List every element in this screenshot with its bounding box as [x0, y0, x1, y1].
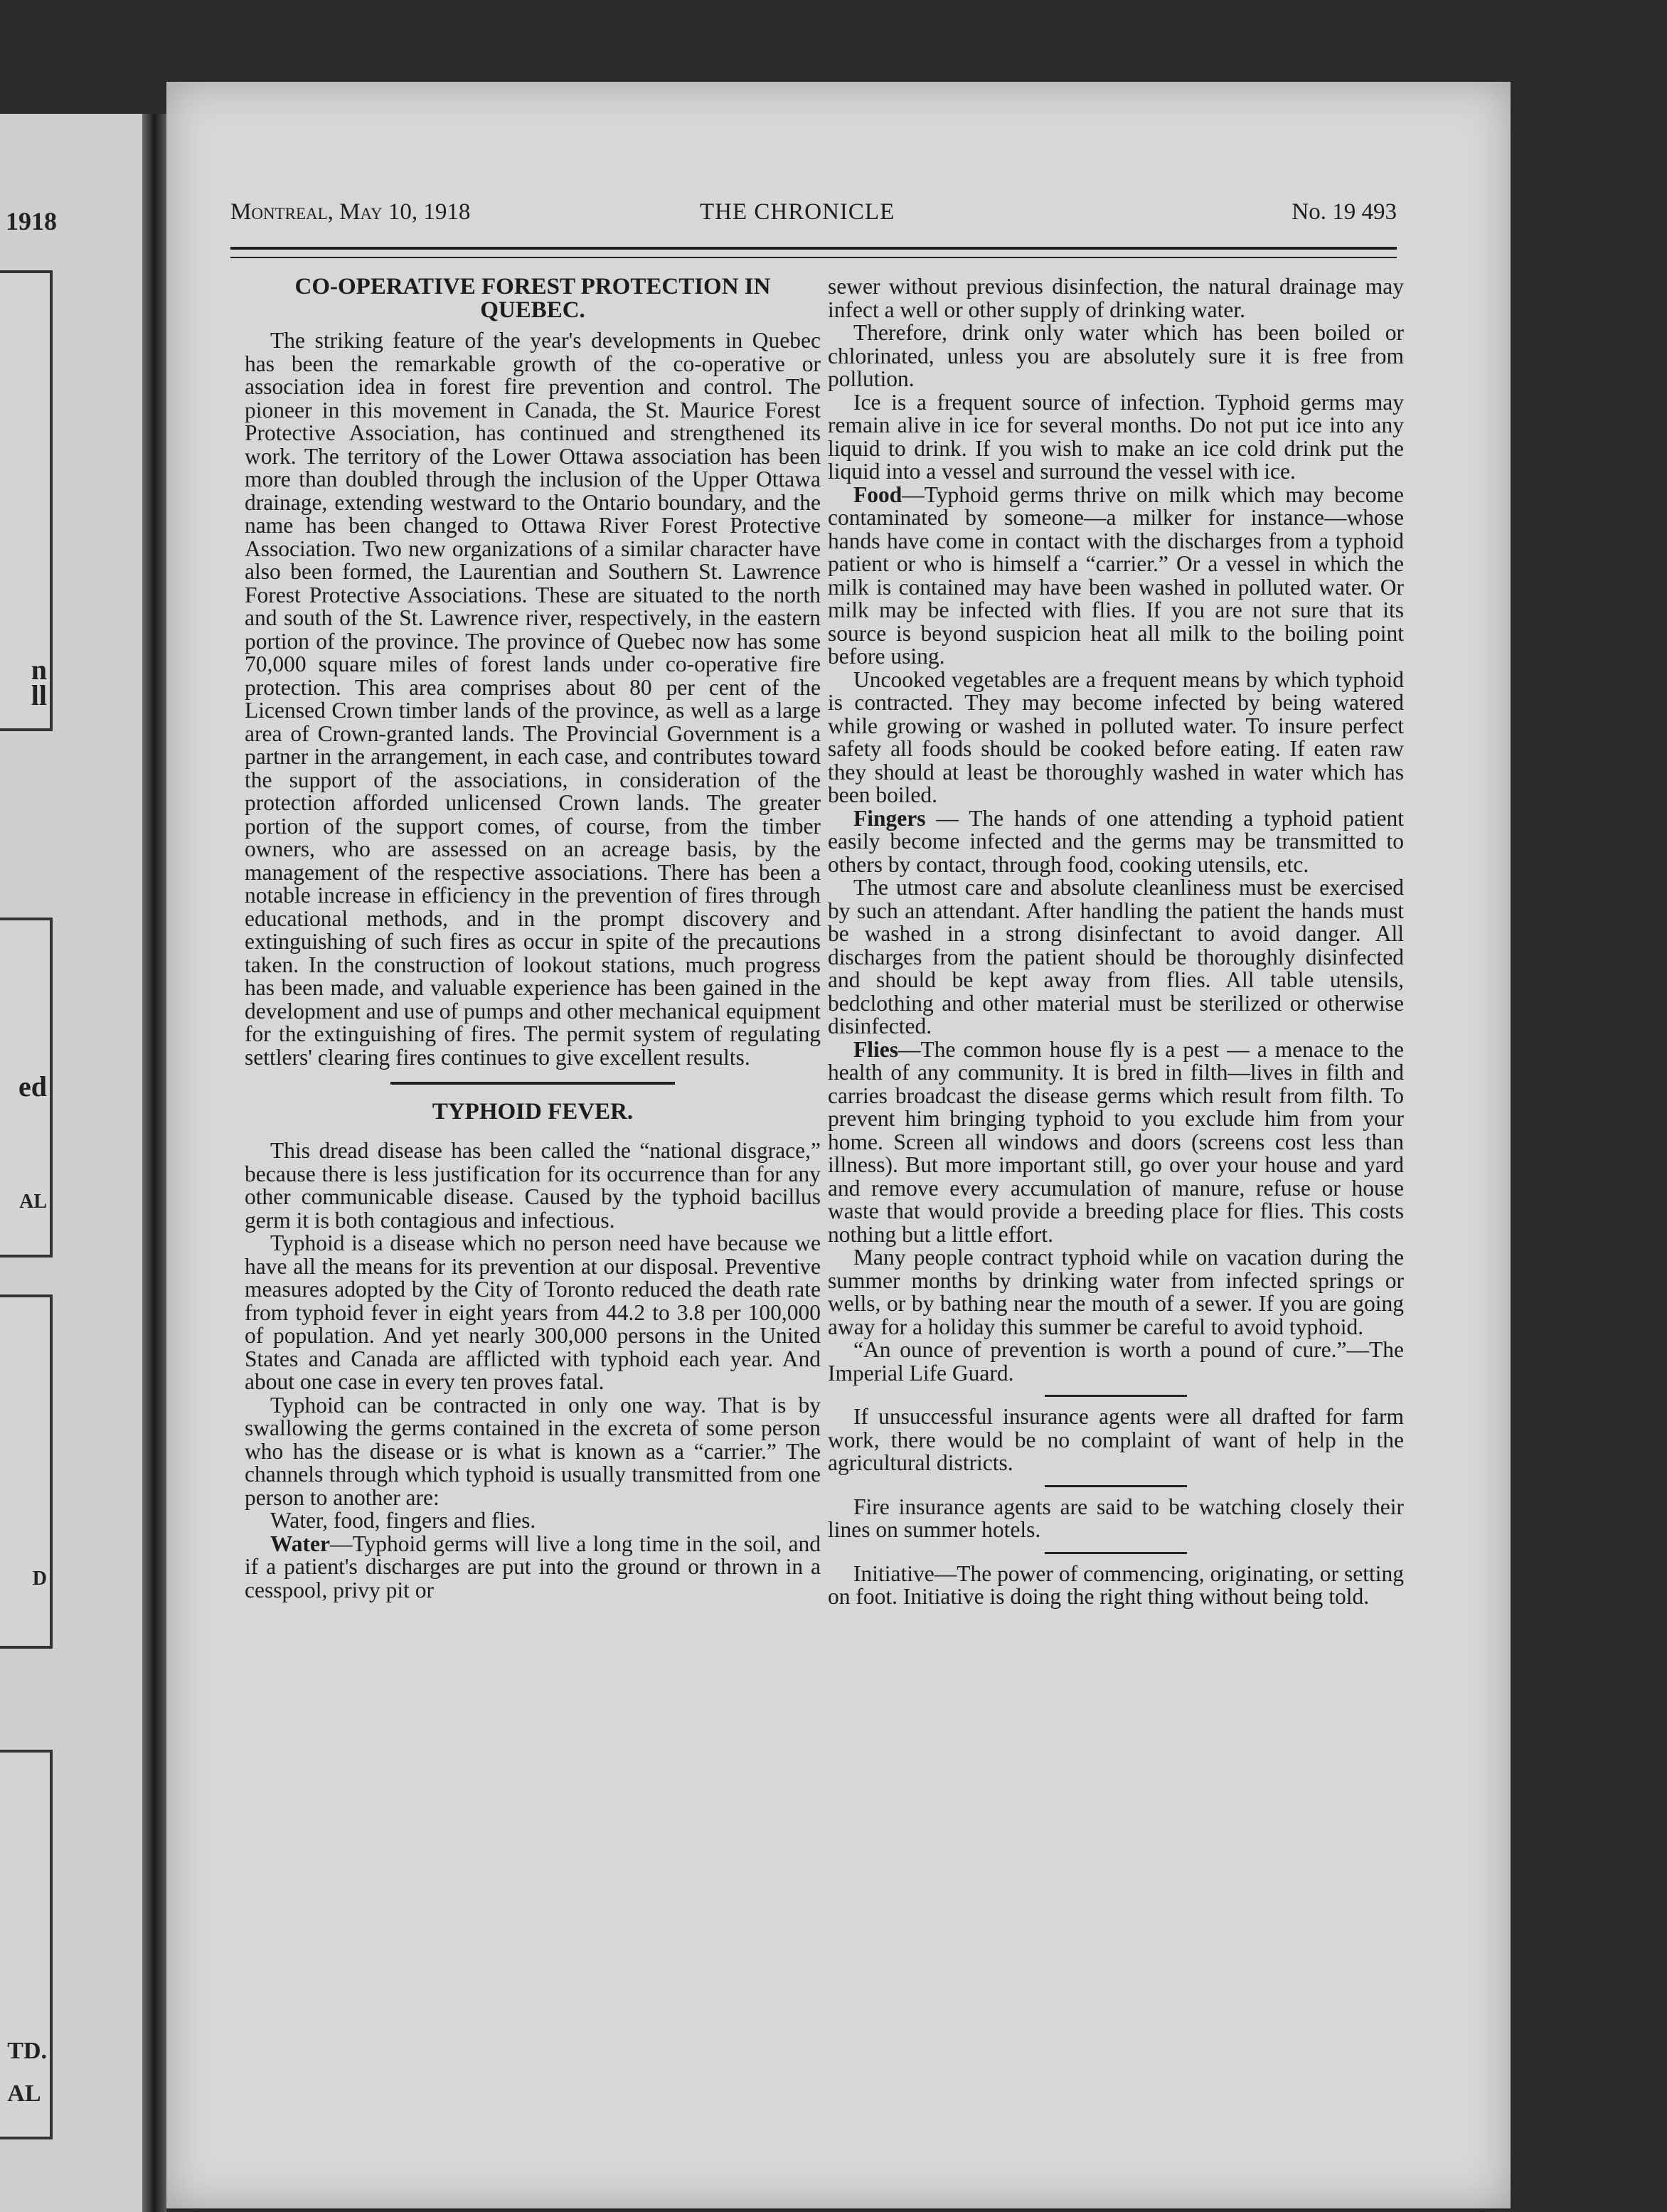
article-paragraph-fingers — [828, 807, 1404, 877]
adjacent-fragment: TD. AL — [7, 2038, 47, 2107]
column-right — [828, 275, 1404, 1609]
article-paragraph: Water, food, fingers and flies. — [270, 1508, 536, 1533]
page-header — [230, 199, 1397, 235]
runin-water: Water — [270, 1531, 330, 1556]
adjacent-fragment: AL — [19, 1191, 47, 1213]
header-rule — [230, 247, 1397, 258]
article-title-forest: CO-OPERATIVE FOREST PROTECTION IN QUEBEC. — [294, 274, 771, 323]
header-date: Montreal, May 10, 1918 — [230, 199, 471, 225]
newspaper-page — [166, 82, 1511, 2208]
filler-separator — [1045, 1395, 1187, 1397]
article-paragraph: Ice is a frequent source of infection. Typhoid germs may remain alive in ice for several months. Do not put ice into any liquid to drink. If you wish to make an ice cold drink put the liquid into a vessel and surround the vessel with ice. — [828, 389, 1404, 484]
column-left — [245, 275, 821, 1602]
runin-food: Food — [853, 482, 902, 507]
runin-flies: Flies — [853, 1036, 898, 1062]
header-issue-page: No. 19 493 — [1291, 199, 1397, 225]
adjacent-fragment: n ll — [31, 654, 47, 711]
article-paragraph: Typhoid is a disease which no person need have because we have all the means for its prevention at our disposal. Preventive measures adopted by the City of Toronto reduced the death rate from typhoid fever in eight years from 44.2 to 3.8 per 100,000 of population. And yet nearly 300,000 persons in the United States and Canada are afflicted with typhoid each year. And about one case in every ten proves fatal. — [245, 1230, 821, 1394]
filler-separator — [1045, 1485, 1187, 1487]
adjacent-page-year: 1918 — [6, 207, 57, 235]
runin-fingers: Fingers — [853, 805, 926, 831]
article-paragraph-water — [245, 1533, 821, 1602]
adjacent-ad-box — [0, 270, 53, 731]
book-spine — [142, 114, 166, 2212]
food-text: —Typhoid germs thrive on milk which may become contaminated by someone—a milker for instance—whose hands have come in contact with the discharges from a typhoid patient or who is himself a “carrier.” Or a vessel in which the milk is contained may have been washed in polluted water. Or milk may be infected with flies. If you are not sure that its source is beyond suspicion heat all milk to the boiling point before using. — [828, 482, 1404, 669]
adjacent-fragment: D — [32, 1568, 47, 1590]
adjacent-page — [0, 114, 142, 2212]
article-paragraph: Typhoid can be contracted in only one way. That is by swallowing the germs contained in the excreta of some person who has the disease or is what is known as a “carrier.” The channels through which typhoid is usually transmitted from one person to another are: — [245, 1392, 821, 1510]
filler-item: If unsuccessful insurance agents were all drafted for farm work, there would be no complaint of want of help in the agricultural districts. — [828, 1404, 1404, 1475]
article-paragraph: The utmost care and absolute cleanliness must be exercised by such an attendant. After handling the patient the hands must be washed in a strong disinfectant to avoid danger. All discharges from the patient should be thoroughly disinfected and should be kept away from flies. All table utensils, bedclothing and other material must be sterilized or otherwise disinfected. — [828, 875, 1404, 1038]
article-paragraph: Therefore, drink only water which has been boiled or chlorinated, unless you are absolutely sure it is free from pollution. — [828, 320, 1404, 391]
article-paragraph: The striking feature of the year's developments in Quebec has been the remarkable growth of the co-operative or association idea in forest fire prevention and control. The pioneer in this movement in Canada, the St. Maurice Forest Protective Association, has continued and strengthened its work. The territory of the Lower Ottawa association has been more than doubled through the inclusion of the Upper Ottawa drainage, extending westward to the Ontario boundary, and the name has been changed to Ottawa River Forest Protective Association. Two new organizations of a similar character have also been formed, the Laurentian and Southern St. Lawrence Forest Protective Associations. These are situated to the north and south of the St. Lawrence river, respectively, in the eastern portion of the province. The province of Quebec now has some 70,000 square miles of forest lands under co-operative fire protection. This area comprises about 80 per cent of the Licensed Crown timber lands of the province, as well as a large area of Crown-granted lands. The Provincial Government is a partner in the arrangement, in each case, and contributes toward the support of the associations, in consideration of the protection afforded unlicensed Crown lands. The greater portion of the support comes, of course, from the timber owners, who are assessed on an acreage basis, by the management of the respective associations. There has been a notable increase in efficiency in the prevention of fires through educational methods, and in the prompt discovery and extinguishing of such fires as occur in spite of the precautions taken. In the construction of lookout stations, much progress has been made, and valuable experience has been gained in the development and use of pumps and other mechanical equipment for the extinguishing of fires. The permit system of regulating settlers' clearing fires continues to give excellent results. — [245, 328, 821, 1070]
article-quote: “An ounce of prevention is worth a pound of cure.”—The Imperial Life Guard. — [828, 1337, 1404, 1386]
filler-item: Initiative—The power of commencing, originating, or setting on foot. Initiative is doing the right thing without being told. — [828, 1560, 1404, 1609]
filler-item: Fire insurance agents are said to be watching closely their lines on summer hotels. — [828, 1494, 1404, 1542]
article-title-typhoid: TYPHOID FEVER. — [432, 1099, 634, 1124]
header-publication: THE CHRONICLE — [700, 199, 895, 225]
water-text: —Typhoid germs will live a long time in the soil, and if a patient's discharges are put into the ground or thrown in a cesspool, privy pit or — [245, 1531, 821, 1602]
article-paragraph: This dread disease has been called the “national disgrace,” because there is less justification for its occurrence than for any other communicable disease. Caused by the typhoid bacillus germ it is both contagious and infectious. — [245, 1138, 821, 1233]
article-paragraph: sewer without previous disinfection, the natural drainage may infect a well or other supply of drinking water. — [828, 274, 1404, 322]
article-paragraph-food — [828, 484, 1404, 669]
adjacent-ad-box — [0, 1750, 53, 2139]
article-paragraph-flies — [828, 1038, 1404, 1247]
article-paragraph: Uncooked vegetables are a frequent means by which typhoid is contracted. They may become infected by being watered while growing or washed in polluted water. To insure perfect safety all foods should be cooked before eating. If eaten raw they should at least be thoroughly washed in water which has been boiled. — [828, 666, 1404, 807]
flies-text: —The common house fly is a pest — a menace to the health of any community. It is bred in filth—lives in filth and carries broadcast the disease germs which result from filth. To prevent him bringing typhoid to you exclude him from your home. Screen all windows and doors (screens cost less than illness). But more important still, go over your house and yard and remove every accumulation of manure, refuse or house waste that would provide a breeding place for flies. This costs nothing but a little effort. — [828, 1036, 1404, 1247]
adjacent-fragment: ed — [18, 1070, 47, 1102]
article-paragraph: Many people contract typhoid while on vacation during the summer months by drinking water from infected springs or wells, or by bathing near the mouth of a sewer. If you are going away for a holiday this summer be careful to avoid typhoid. — [828, 1245, 1404, 1339]
adjacent-ad-box — [0, 1294, 53, 1649]
filler-separator — [1045, 1552, 1187, 1554]
fingers-text: — The hands of one attending a typhoid patient easily become infected and the germs may be transmitted to others by contact, through food, cooking utensils, etc. — [828, 805, 1404, 877]
section-separator — [390, 1082, 675, 1085]
adjacent-ad-box — [0, 918, 53, 1257]
